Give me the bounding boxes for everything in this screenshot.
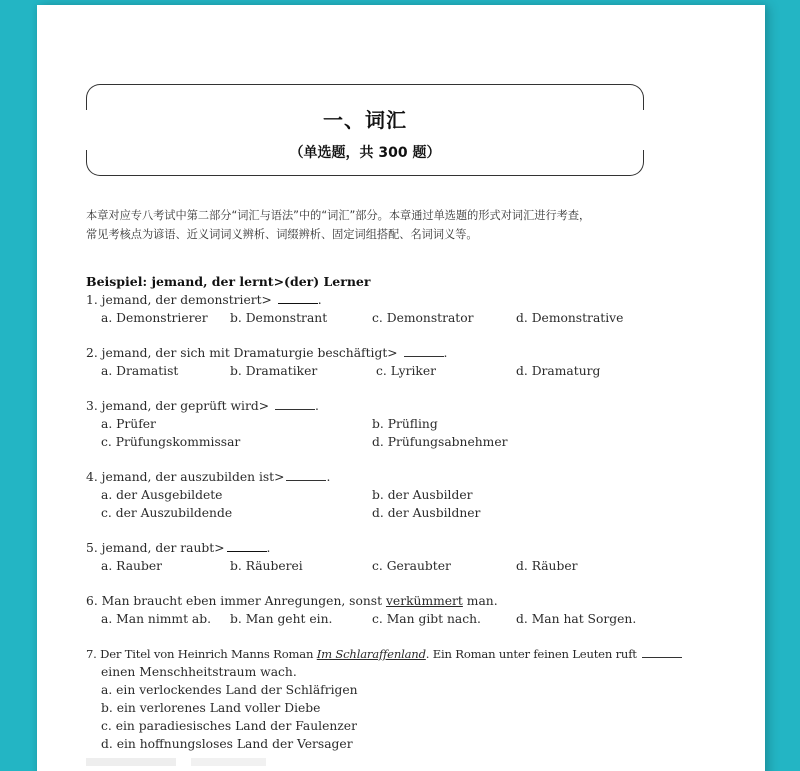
question-stem: 7. Der Titel von Heinrich Manns Roman bbox=[86, 647, 317, 661]
example-line: Beispiel: jemand, der lernt>(der) Lerner bbox=[86, 274, 371, 289]
chapter-subtitle: （单选题，共 300 题） bbox=[289, 145, 441, 161]
option-a[interactable]: a. Man nimmt ab. bbox=[101, 612, 212, 626]
answer-blank bbox=[275, 397, 315, 410]
next-question-faded bbox=[86, 758, 386, 766]
answer-blank bbox=[642, 645, 682, 658]
option-b[interactable]: b. Räuberei bbox=[230, 559, 303, 573]
option-b[interactable]: b. Demonstrant bbox=[230, 311, 328, 325]
option-c[interactable]: c. Lyriker bbox=[376, 364, 437, 378]
option-d[interactable]: d. Demonstrative bbox=[516, 311, 624, 325]
underlined-word: verkümmert bbox=[385, 594, 463, 608]
option-b[interactable]: b. Prüfling bbox=[372, 417, 438, 431]
option-c[interactable]: c. der Auszubildende bbox=[101, 506, 233, 520]
option-c[interactable]: c. Prüfungskommissar bbox=[101, 435, 241, 449]
question-stem: 3. jemand, der geprüft wird> bbox=[86, 399, 270, 413]
question-2: 2. jemand, der sich mit Dramaturgie beschäftigt> . a. Dramatist b. Dramatiker c. Lyriker d. Dramaturg bbox=[86, 346, 601, 378]
question-4: 4. jemand, der auszubilden ist> . a. der Ausgebildete b. der Ausbilder c. der Auszubildende d. der Ausbildner bbox=[86, 470, 481, 520]
option-a[interactable]: a. Demonstrierer bbox=[101, 311, 208, 325]
question-3: 3. jemand, der geprüft wird> . a. Prüfer b. Prüfling c. Prüfungskommissar d. Prüfungsabnehmer bbox=[86, 399, 508, 449]
question-5: 5. jemand, der raubt> . a. Rauber b. Räuberei c. Geraubter d. Räuber bbox=[86, 541, 578, 573]
answer-blank bbox=[404, 344, 444, 357]
answer-blank bbox=[286, 468, 326, 481]
option-b[interactable]: b. Man geht ein. bbox=[230, 612, 333, 626]
option-c[interactable]: c. Man gibt nach. bbox=[372, 612, 481, 626]
question-1: 1. jemand, der demonstriert> . a. Demonstrierer b. Demonstrant c. Demonstrator d. Demonstrative bbox=[86, 293, 624, 325]
option-d[interactable]: d. Prüfungsabnehmer bbox=[372, 435, 508, 449]
option-d[interactable]: d. ein hoffnungsloses Land der Versager bbox=[101, 737, 353, 751]
option-c[interactable]: c. ein paradiesisches Land der Faulenzer bbox=[101, 719, 357, 733]
option-c[interactable]: c. Demonstrator bbox=[372, 311, 474, 325]
option-b[interactable]: b. Dramatiker bbox=[230, 364, 318, 378]
option-d[interactable]: d. der Ausbildner bbox=[372, 506, 481, 520]
intro-line: 本章对应专八考试中第二部分“词汇与语法”中的“词汇”部分。本章通过单选题的形式对词汇进行考查， bbox=[86, 209, 591, 222]
answer-blank bbox=[278, 291, 318, 304]
option-c[interactable]: c. Geraubter bbox=[372, 559, 451, 573]
option-b[interactable]: b. ein verlorenes Land voller Diebe bbox=[101, 701, 321, 715]
intro-line: 常见考核点为谚语、近义词词义辨析、词缀辨析、固定词组搭配、名词词义等。 bbox=[86, 228, 478, 241]
option-a[interactable]: a. Prüfer bbox=[101, 417, 156, 431]
question-stem-continued: einen Menschheitstraum wach. bbox=[101, 665, 297, 679]
question-stem: 5. jemand, der raubt> bbox=[86, 541, 225, 555]
question-stem: 6. Man braucht eben immer Anregungen, sonst bbox=[86, 594, 386, 608]
option-a[interactable]: a. Dramatist bbox=[101, 364, 179, 378]
option-b[interactable]: b. der Ausbilder bbox=[372, 488, 473, 502]
option-d[interactable]: d. Räuber bbox=[516, 559, 578, 573]
chapter-title: 一、词汇 bbox=[323, 108, 407, 132]
answer-blank bbox=[227, 539, 267, 552]
option-d[interactable]: d. Man hat Sorgen. bbox=[516, 612, 637, 626]
option-a[interactable]: a. ein verlockendes Land der Schläfrigen bbox=[101, 683, 358, 697]
book-title: Im Schlaraffenland bbox=[316, 647, 426, 661]
option-a[interactable]: a. Rauber bbox=[101, 559, 162, 573]
question-stem: 1. jemand, der demonstriert> bbox=[86, 293, 272, 307]
question-stem: 2. jemand, der sich mit Dramaturgie beschäftigt> bbox=[86, 346, 398, 360]
question-6: 6. Man braucht eben immer Anregungen, sonst verkümmert man. a. Man nimmt ab. b. Man geht ein. c. Man gibt nach. d. Man hat Sorgen. bbox=[86, 594, 637, 626]
chapter-intro bbox=[86, 206, 658, 244]
question-list bbox=[86, 272, 666, 753]
option-d[interactable]: d. Dramaturg bbox=[516, 364, 601, 378]
question-stem: 4. jemand, der auszubilden ist> bbox=[86, 470, 285, 484]
question-7: 7. Der Titel von Heinrich Manns Roman Im Schlaraffenland. Ein Roman unter feinen Leuten ruft einen Menschheitstraum wach. a. ein verlockendes Land der Schläfrigen b. ein verlorenes Land voller Diebe c. ein paradiesisches Land der Faulenzer d. ein hoffnungsloses Land der Versager bbox=[86, 645, 666, 753]
chapter-header bbox=[86, 84, 644, 176]
option-a[interactable]: a. der Ausgebildete bbox=[101, 488, 223, 502]
